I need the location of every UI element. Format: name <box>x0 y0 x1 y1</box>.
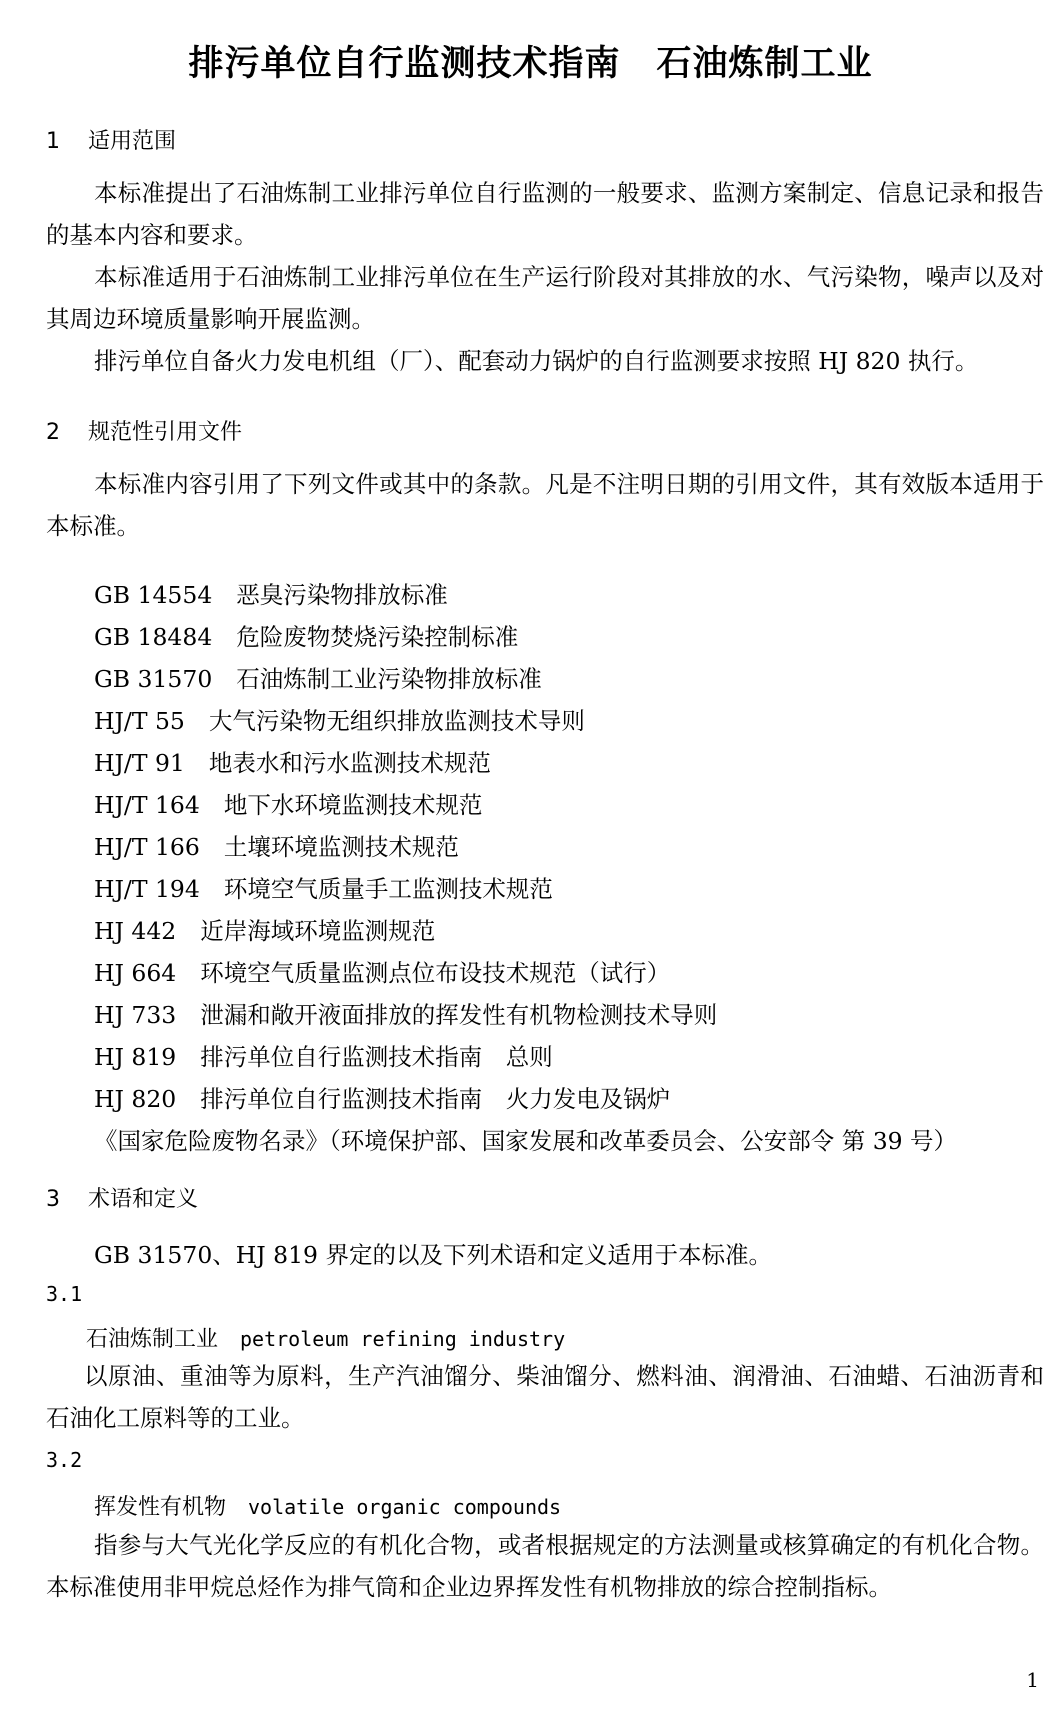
paragraph: 排污单位自备火力发电机组（厂）、配套动力锅炉的自行监测要求按照 HJ 820 执行。 <box>94 347 979 375</box>
section-title: 规范性引用文件 <box>88 420 243 445</box>
term-en: petroleum refining industry <box>240 1327 566 1351</box>
reference-title: 恶臭污染物排放标准 <box>236 581 448 609</box>
section-number: 1 <box>46 129 60 154</box>
reference-title: 危险废物焚烧污染控制标准 <box>236 623 519 651</box>
reference-item-regulation: 《国家危险废物名录》（环境保护部、国家发展和改革委员会、公安部令 第 39 号） <box>94 1127 958 1155</box>
term-definition: 指参与大气光化学反应的有机化合物，或者根据规定的方法测量或核算确定的有机化合物。本标准使用非甲烷总烃作为排气筒和企业边界挥发性有机物排放的综合控制指标。 <box>46 1531 1044 1601</box>
reference-title: 大气污染物无组织排放监测技术导则 <box>208 707 585 735</box>
term-heading <box>94 1490 561 1521</box>
section-number: 2 <box>46 420 60 445</box>
reference-title: 石油炼制工业污染物排放标准 <box>236 665 542 693</box>
reference-code: HJ 664 <box>94 959 177 987</box>
reference-code: HJ 733 <box>94 1001 177 1029</box>
reference-item <box>94 618 518 652</box>
term-number: 3.2 <box>46 1448 83 1472</box>
section-3-heading <box>46 1182 198 1213</box>
reference-code: HJ/T 166 <box>94 833 200 861</box>
reference-title: 排污单位自行监测技术指南 火力发电及锅炉 <box>200 1085 671 1113</box>
reference-code: GB 31570 <box>94 665 213 693</box>
term-definition: 以原油、重油等为原料，生产汽油馏分、柴油馏分、燃料油、润滑油、石油蜡、石油沥青和石油化工原料等的工业。 <box>46 1362 1044 1432</box>
reference-code: HJ/T 91 <box>94 749 185 777</box>
reference-item <box>94 912 435 946</box>
reference-item <box>94 660 542 694</box>
reference-title: 地表水和污水监测技术规范 <box>208 749 491 777</box>
reference-item <box>94 828 459 862</box>
reference-item <box>94 576 448 610</box>
term-zh: 石油炼制工业 <box>86 1327 219 1352</box>
section-3-intro: GB 31570、HJ 819 界定的以及下列术语和定义适用于本标准。 <box>94 1241 772 1269</box>
reference-title: 环境空气质量监测点位布设技术规范（试行） <box>200 959 671 987</box>
reference-title: 地下水环境监测技术规范 <box>223 791 483 819</box>
reference-item <box>94 1038 553 1072</box>
reference-code: HJ 442 <box>94 917 177 945</box>
reference-item <box>94 996 717 1030</box>
reference-item <box>94 954 670 988</box>
paragraph: 本标准适用于石油炼制工业排污单位在生产运行阶段对其排放的水、气污染物，噪声以及对其周边环境质量影响开展监测。 <box>46 263 1044 333</box>
section-2-heading <box>46 415 242 446</box>
term-en: volatile organic compounds <box>248 1495 562 1519</box>
reference-code: GB 14554 <box>94 581 213 609</box>
term-number: 3.1 <box>46 1282 83 1306</box>
reference-code: HJ 819 <box>94 1043 177 1071</box>
reference-title: 环境空气质量手工监测技术规范 <box>223 875 553 903</box>
reference-item <box>94 702 585 736</box>
reference-item <box>94 870 553 904</box>
section-1-heading <box>46 124 176 155</box>
reference-code: HJ/T 164 <box>94 791 200 819</box>
term-zh: 挥发性有机物 <box>94 1495 227 1520</box>
paragraph: 本标准内容引用了下列文件或其中的条款。凡是不注明日期的引用文件，其有效版本适用于本标准。 <box>46 470 1044 540</box>
reference-title: 泄漏和敞开液面排放的挥发性有机物检测技术导则 <box>200 1001 718 1029</box>
reference-code: GB 18484 <box>94 623 213 651</box>
section-title: 术语和定义 <box>88 1187 199 1212</box>
document-title: 排污单位自行监测技术指南 石油炼制工业 <box>188 44 873 84</box>
section-title: 适用范围 <box>88 129 177 154</box>
reference-code: HJ/T 194 <box>94 875 200 903</box>
reference-item <box>94 1080 670 1114</box>
reference-item <box>94 786 482 820</box>
reference-title: 排污单位自行监测技术指南 总则 <box>200 1043 553 1071</box>
section-number: 3 <box>46 1187 60 1212</box>
reference-item <box>94 744 491 778</box>
paragraph: 本标准提出了石油炼制工业排污单位自行监测的一般要求、监测方案制定、信息记录和报告的基本内容和要求。 <box>46 179 1044 249</box>
reference-title: 土壤环境监测技术规范 <box>223 833 459 861</box>
reference-code: HJ/T 55 <box>94 707 185 735</box>
term-heading <box>86 1322 565 1353</box>
page-number: 1 <box>1026 1668 1039 1692</box>
reference-code: HJ 820 <box>94 1085 177 1113</box>
reference-title: 近岸海域环境监测规范 <box>200 917 436 945</box>
